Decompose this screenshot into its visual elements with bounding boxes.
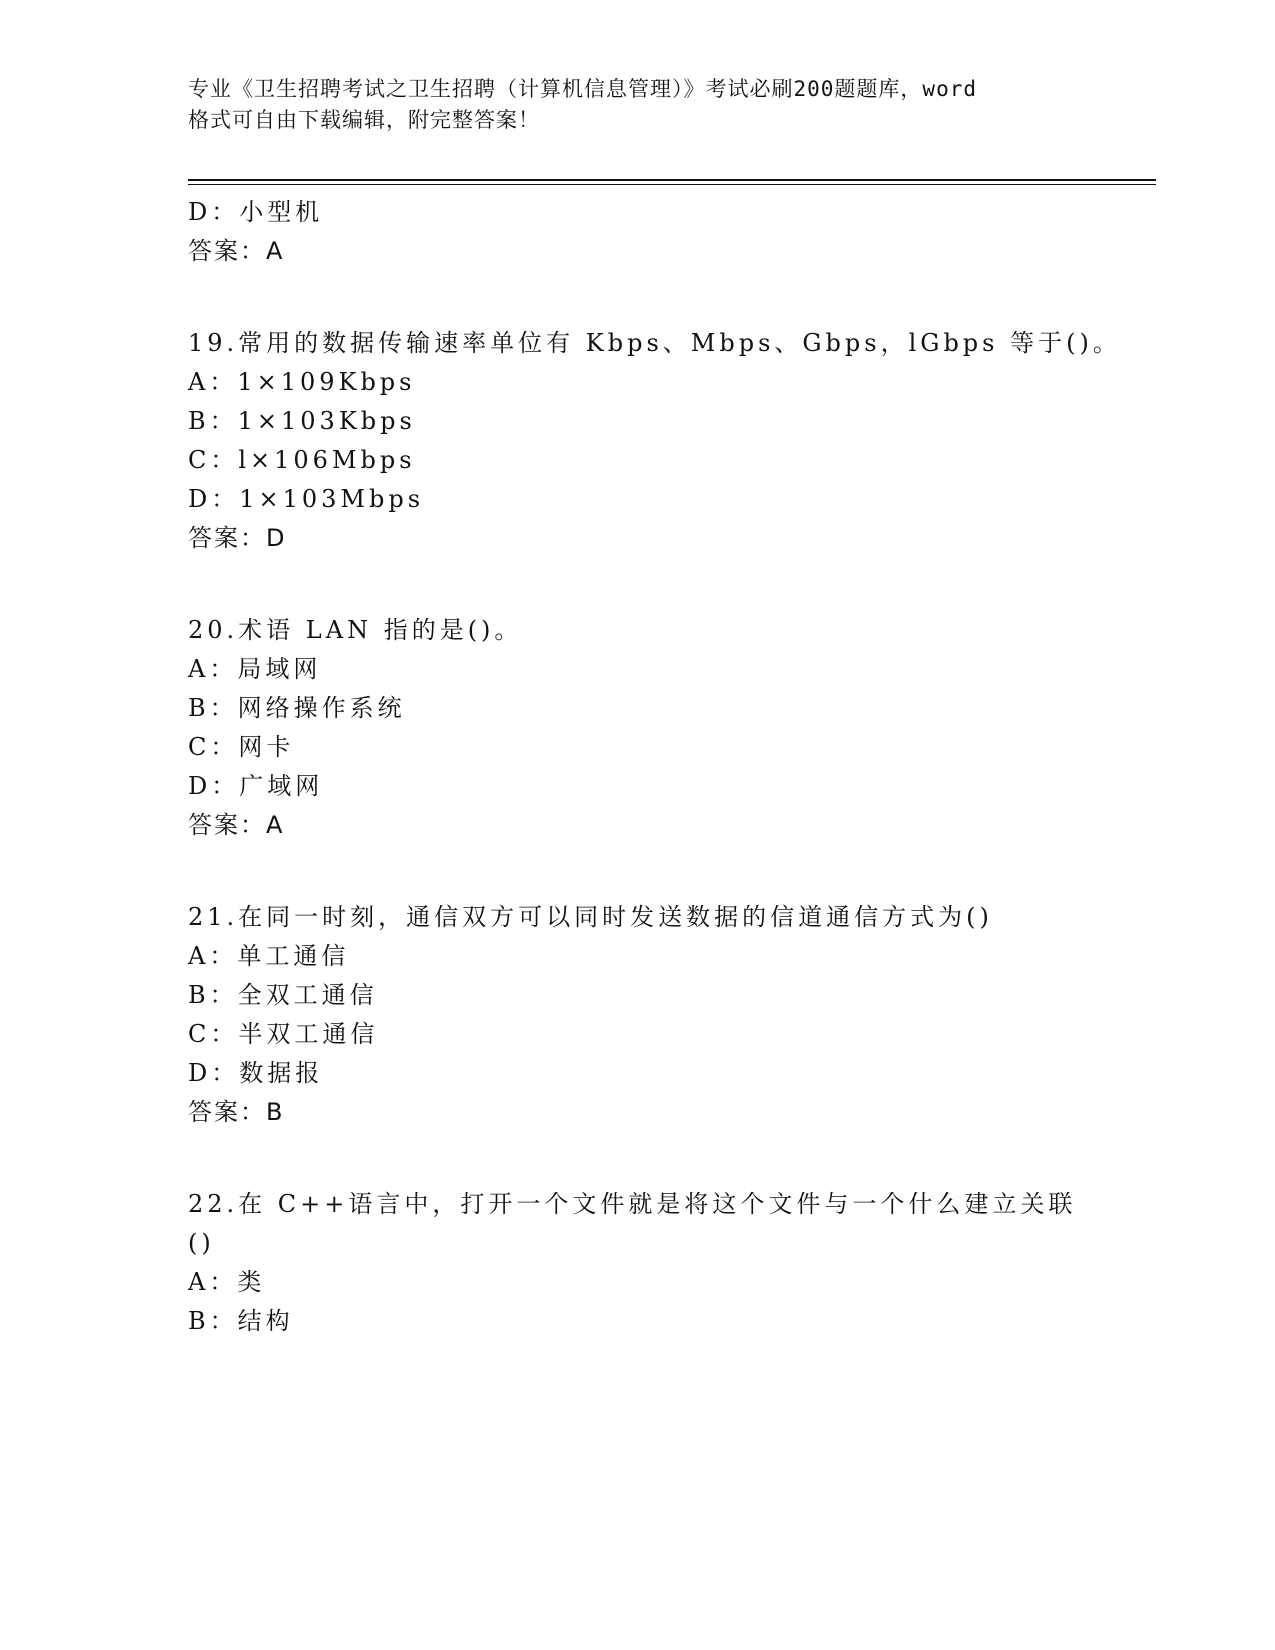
option-a: A：局域网 — [188, 655, 322, 683]
question-stem-line-1: 22.在 C++语言中，打开一个文件就是将这个文件与一个什么建立关联 — [188, 1190, 1077, 1218]
answer: 答案：A — [188, 811, 285, 839]
option-b: B：结构 — [188, 1307, 294, 1335]
question-stem: 19.常用的数据传输速率单位有 Kbps、Mbps、Gbps，lGbps 等于()。 — [188, 329, 1121, 357]
option-c: C：半双工通信 — [188, 1020, 379, 1048]
question-stem-line-2: () — [188, 1229, 215, 1257]
option-a: A：1×109Kbps — [188, 368, 416, 396]
question-19 — [188, 328, 1148, 553]
question-21 — [188, 902, 1148, 1127]
header-line-1: 专业《卫生招聘考试之卫生招聘（计算机信息管理）》考试必刷200题题库，word — [188, 77, 977, 101]
prev-option-d: D：小型机 — [188, 198, 324, 226]
header-rule-thin — [188, 184, 1156, 185]
option-d: D：广域网 — [188, 772, 324, 800]
option-d: D：1×103Mbps — [188, 485, 425, 513]
question-22 — [188, 1189, 1148, 1336]
answer: 答案：B — [188, 1098, 285, 1126]
question-stem: 20.术语 LAN 指的是()。 — [188, 616, 523, 644]
option-b: B：全双工通信 — [188, 981, 378, 1009]
option-a: A：类 — [188, 1268, 266, 1296]
option-c: C：网卡 — [188, 733, 295, 761]
answer: 答案：D — [188, 524, 287, 552]
option-a: A：单工通信 — [188, 942, 350, 970]
question-20 — [188, 615, 1148, 840]
header-line-2: 格式可自由下载编辑，附完整答案！ — [188, 108, 540, 132]
header-rule-thick — [188, 179, 1156, 181]
option-b: B：1×103Kbps — [188, 407, 416, 435]
option-b: B：网络操作系统 — [188, 694, 406, 722]
document-header — [188, 74, 1088, 136]
question-stem: 21.在同一时刻，通信双方可以同时发送数据的信道通信方式为() — [188, 903, 993, 931]
option-d: D：数据报 — [188, 1059, 324, 1087]
question-list — [188, 190, 1148, 1345]
option-c: C：l×106Mbps — [188, 446, 416, 474]
prev-answer: 答案：A — [188, 237, 285, 265]
